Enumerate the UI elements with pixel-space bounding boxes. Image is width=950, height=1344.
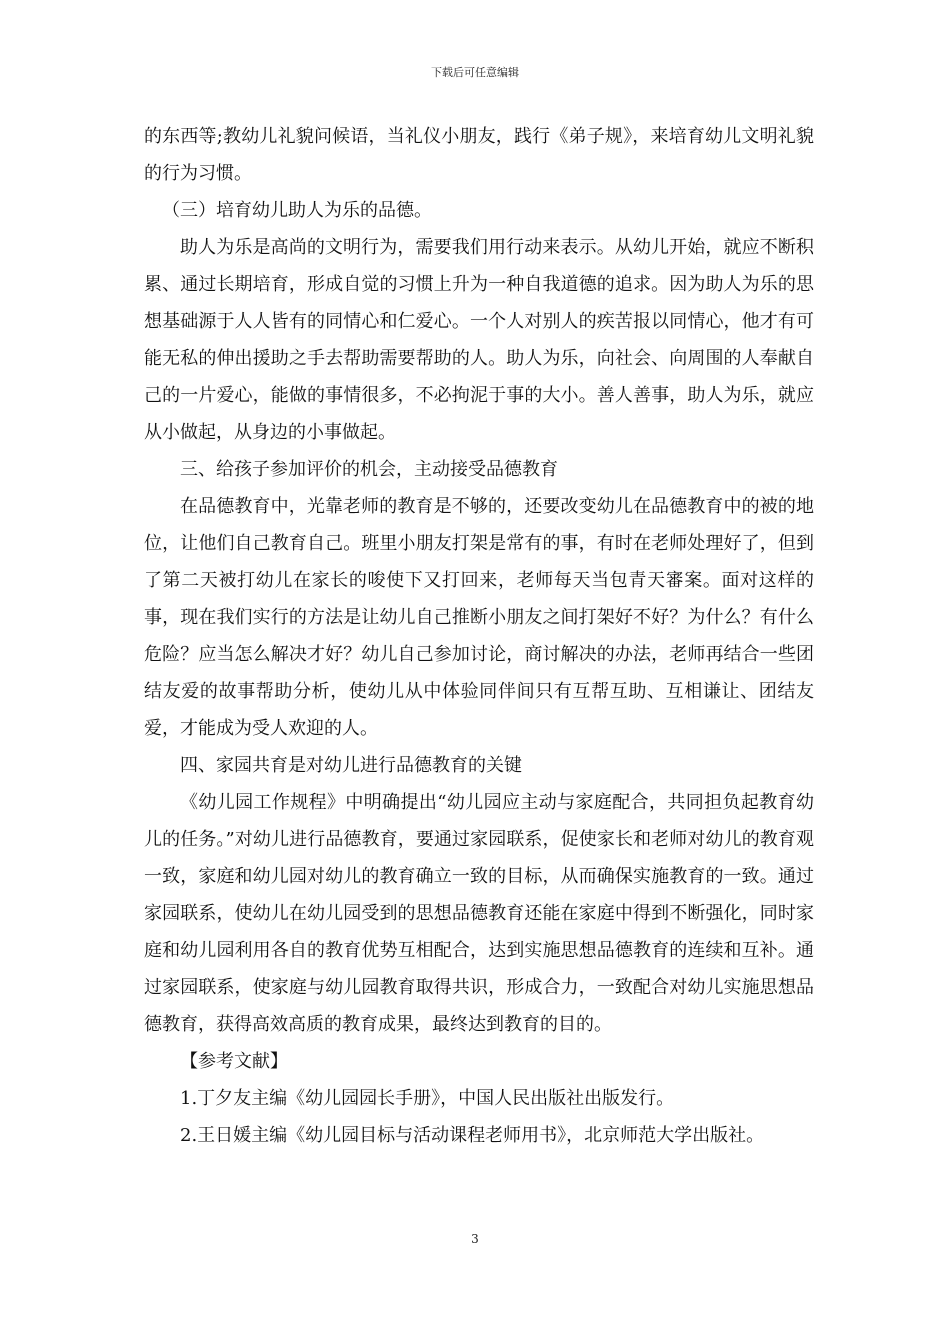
reference-item-1: 1.丁夕友主编《幼儿园园长手册》，中国人民出版社出版发行。 (180, 1088, 675, 1109)
paragraph-continued: 的东西等;教幼儿礼貌问候语，当礼仪小朋友，践行《弟子规》，来培育幼儿文明礼貌的行为习惯。 (144, 126, 814, 184)
paragraph-self-education: 在品德教育中，光靠老师的教育是不够的，还要改变幼儿在品德教育中的被的地位，让他们自己教育自己。班里小朋友打架是常有的事，有时在老师处理好了，但到了第二天被打幼儿在家长的唆使下又打回来，老师每天当包青天審案。面对这样的事，现在我们实行的方法是让幼儿自己推断小朋友之间打架好不好？为什么？有什么危险？应当怎么解决才好？幼儿自己参加讨论，商讨解决的办法，老师再结合一些团结友爱的故事帮助分析，使幼儿从中体验同伴间只有互帮互助、互相谦让、团结友爱，才能成为受人欢迎的人。 (144, 496, 814, 739)
paragraph-home-school: 《幼儿园工作规程》中明确提出“幼儿园应主动与家庭配合，共同担负起教育幼儿的任务。”对幼儿进行品德教育，要通过家园联系，促使家长和老师对幼儿的教育观一致，家庭和幼儿园对幼儿的教育确立一致的目标，从而确保实施教育的一致。通过家园联系，使幼儿在幼儿园受到的思想品德教育还能在家庭中得到不断强化，同时家庭和幼儿园利用各自的教育优势互相配合，达到实施思想品德教育的连续和互补。通过家园联系，使家庭与幼儿园教育取得共识，形成合力，一致配合对幼儿实施思想品德教育，获得高效高质的教育成果，最终达到教育的目的。 (144, 792, 814, 1035)
reference-item-2: 2.王日媛主编《幼儿园目标与活动课程老师用书》，北京师范大学出版社。 (180, 1125, 765, 1146)
references-heading: 【参考文献】 (180, 1051, 288, 1072)
document-body (144, 118, 814, 1154)
subsection-heading-3: （三）培育幼儿助人为乐的品德。 (162, 200, 432, 221)
section-heading-3: 三、给孩子参加评价的机会，主动接受品德教育 (180, 459, 558, 480)
section-heading-4: 四、家园共育是对幼儿进行品德教育的关键 (180, 755, 522, 776)
paragraph-helping-others: 助人为乐是高尚的文明行为，需要我们用行动来表示。从幼儿开始，就应不断积累、通过长期培育，形成自觉的习惯上升为一种自我道德的追求。因为助人为乐的思想基础源于人人皆有的同情心和仁爱心。一个人对别人的疾苦报以同情心，他才有可能无私的伸出援助之手去帮助需要帮助的人。助人为乐，向社会、向周围的人奉献自己的一片爱心，能做的事情很多，不必拘泥于事的大小。善人善事，助人为乐，就应从小做起，从身边的小事做起。 (144, 237, 814, 443)
page-header: 下载后可任意编辑 (431, 66, 519, 79)
page-number: 3 (471, 1232, 479, 1246)
